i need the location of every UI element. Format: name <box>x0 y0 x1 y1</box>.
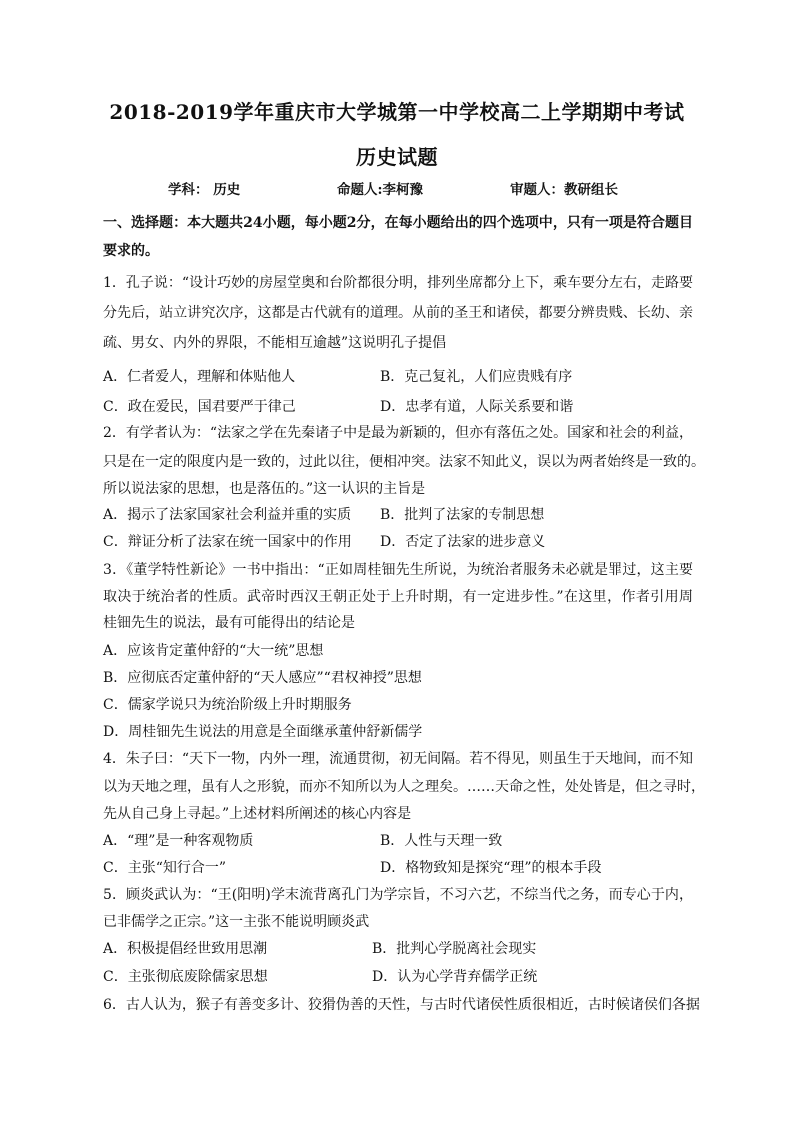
q2-option-a: A．揭示了法家国家社会利益并重的实质 <box>103 507 352 523</box>
q4-option-c: C．主张“知行合一” <box>103 860 227 876</box>
q5-option-c: C．主张彻底废除儒家思想 <box>103 969 268 985</box>
section-heading: 一、选择题：本大题共24小题，每小题2分，在每小题给出的四个选项中，只有一项是符合题目 <box>103 215 693 231</box>
q5-stem-2: 已非儒学之正宗。”这一主张不能说明顾炎武 <box>103 914 370 930</box>
q2-stem-2: 只是在一定的限度内是一致的，过此以往，便相冲突。法家不知此义，误以为两者始终是一致的。 <box>103 454 705 470</box>
exam-title: 2018-2019学年重庆市大学城第一中学校高二上学期期中考试 <box>109 100 685 124</box>
q4-option-d: D．格物致知是探究“理”的根本手段 <box>380 860 602 876</box>
q6-stem-1: 6．古人认为，猴子有善变多计、狡猾伪善的天性，与古时代诸侯性质很相近，古时候诸侯们各据 <box>103 997 700 1013</box>
q4-stem-2: 以为天地之理，虽有人之形貌，而亦不知所以为人之理矣。……天命之性，处处皆是，但之寻时， <box>103 779 705 795</box>
q5-stem-1: 5．顾炎武认为：“王(阳明)学末流背离孔门为学宗旨，不习六艺，不综当代之务，而专心于内， <box>103 887 693 903</box>
q5-option-b: B．批判心学脱离社会现实 <box>372 941 537 957</box>
q5-option-a: A．积极提倡经世致用思潮 <box>103 941 268 957</box>
q3-stem-3: 桂钿先生的说法，最有可能得出的结论是 <box>103 615 355 631</box>
q5-option-d: D．认为心学背弃儒学正统 <box>372 969 538 985</box>
exam-meta <box>0 178 794 198</box>
q1-option-c: C．政在爱民，国君要严于律己 <box>103 399 296 415</box>
q2-stem-1: 2．有学者认为：“法家之学在先秦诸子中是最为新颖的，但亦有落伍之处。国家和社会的利益， <box>103 425 694 441</box>
q2-option-c: C．辩证分析了法家在统一国家中的作用 <box>103 534 352 550</box>
q3-stem-1: 3．《董学特性新论》一书中指出：“正如周桂钿先生所说，为统治者服务未必就是罪过，这主要 <box>103 562 693 578</box>
q3-option-a: A．应该肯定董仲舒的“大一统”思想 <box>103 643 324 659</box>
q4-stem-1: 4．朱子曰：“天下一物，内外一理，流通贯彻，初无间隔。若不得见，则虽生于天地间，而不知 <box>103 751 694 767</box>
q1-option-d: D．忠孝有道，人际关系要和谐 <box>380 399 574 415</box>
q2-stem-3: 所以说法家的思想，也是落伍的。”这一认识的主旨是 <box>103 481 426 497</box>
q1-option-a: A．仁者爱人，理解和体贴他人 <box>103 369 296 385</box>
q4-option-a: A．“理”是一种客观物质 <box>103 833 254 849</box>
q3-option-d: D．周桂钿先生说法的用意是全面继承董仲舒新儒学 <box>103 724 423 740</box>
q4-stem-3: 先从自己身上寻起。”上述材料所阐述的核心内容是 <box>103 806 412 822</box>
subject-label: 学科： 历史 <box>168 182 241 198</box>
exam-subtitle: 历史试题 <box>356 145 438 169</box>
q1-stem-2: 分先后，站立讲究次序，这都是古代就有的道理。从前的圣王和诸侯，都要分辨贵贱、长幼、亲 <box>103 305 693 321</box>
q2-option-d: D．否定了法家的进步意义 <box>380 534 546 550</box>
q1-stem-1: 1．孔子说：“设计巧妙的房屋堂奥和台阶都很分明，排列坐席都分上下，乘车要分左右，走路要 <box>103 275 694 291</box>
q2-option-b: B．批判了法家的专制思想 <box>380 507 545 523</box>
q4-option-b: B．人性与天理一致 <box>380 833 503 849</box>
q3-option-c: C．儒家学说只为统治阶级上升时期服务 <box>103 697 352 713</box>
q1-stem-3: 疏、男女、内外的界限，不能相互逾越”这说明孔子提倡 <box>103 335 447 351</box>
section-heading-cont: 要求的。 <box>103 243 159 259</box>
reviewer-label: 审题人：教研组长 <box>510 182 618 198</box>
q3-option-b: B．应彻底否定董仲舒的“天人感应”“君权神授”思想 <box>103 670 422 686</box>
author-label: 命题人:李柯豫 <box>337 182 423 198</box>
q3-stem-2: 取决于统治者的性质。武帝时西汉王朝正处于上升时期，有一定进步性。”在这里，作者引用周 <box>103 589 693 605</box>
q1-option-b: B．克己复礼，人们应贵贱有序 <box>380 369 573 385</box>
